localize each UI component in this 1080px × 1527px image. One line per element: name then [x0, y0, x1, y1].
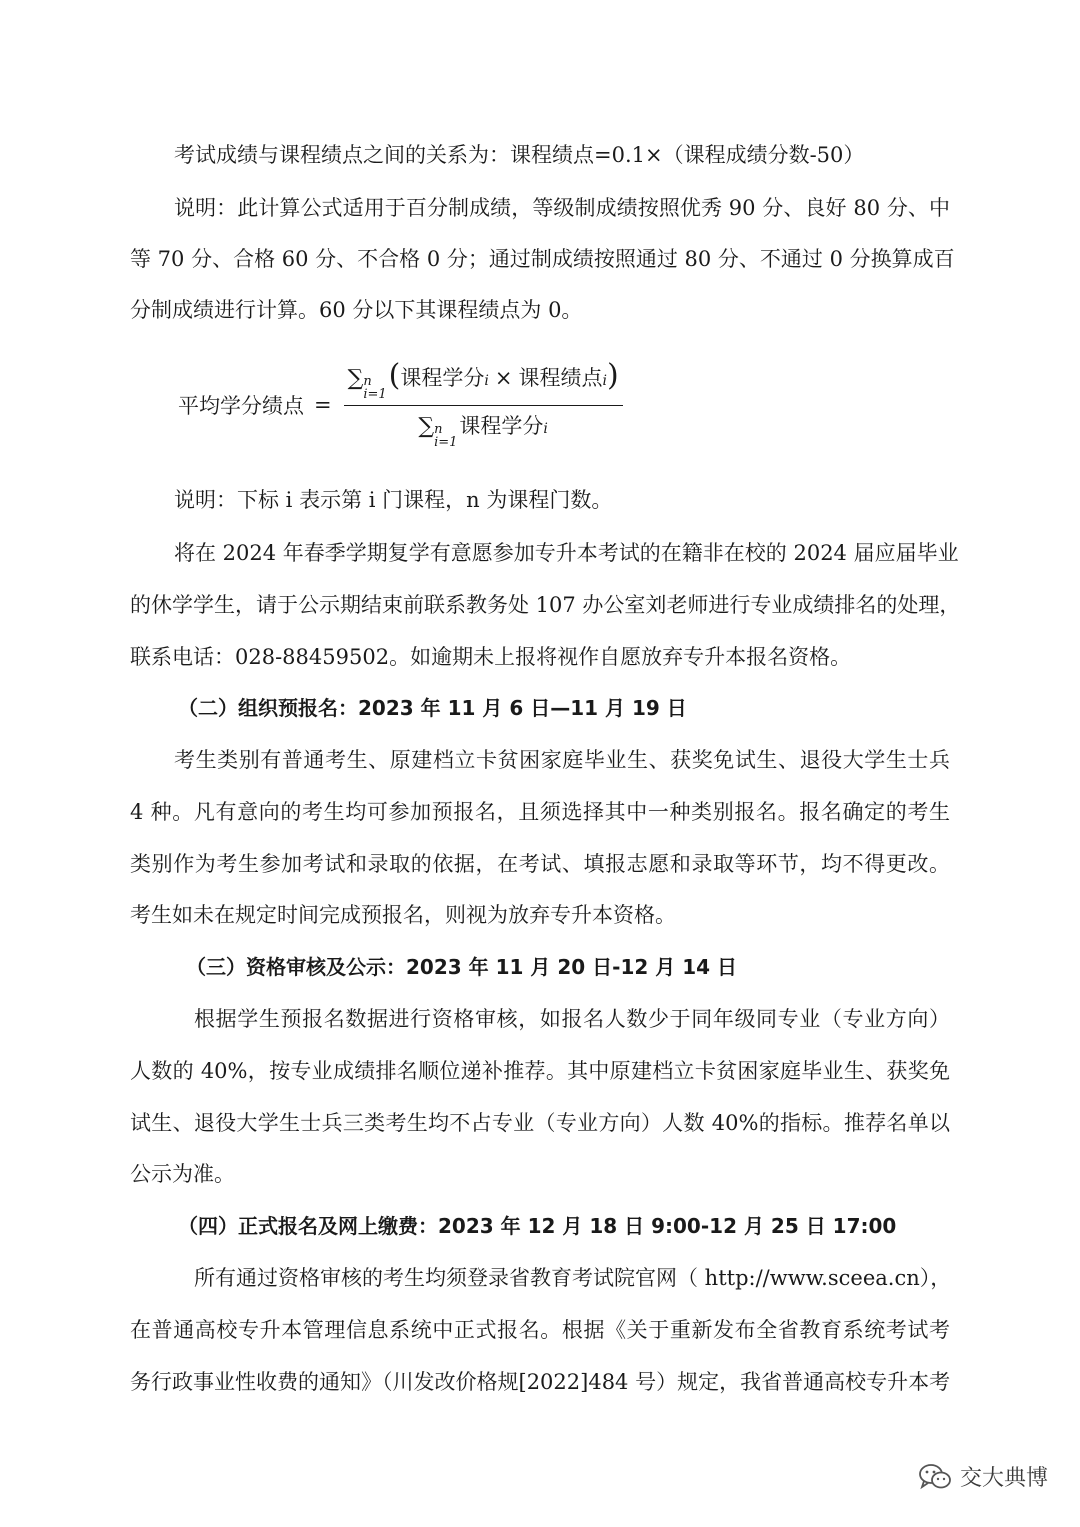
text-line: 类别作为考生参加考试和录取的依据，在考试、填报志愿和录取等环节，均不得更改。 [130, 852, 950, 876]
sum-symbol: ∑ [418, 414, 435, 439]
fraction-bar [344, 405, 623, 406]
text-line: 务行政事业性收费的通知》（川发改价格规[2022]484 号）规定，我省普通高校专升本考 [130, 1370, 951, 1394]
text-line: 的休学学生，请于公示期结束前联系教务处 107 办公室刘老师进行专业成绩排名的处理， [130, 593, 961, 617]
sum-upper: n [363, 374, 372, 389]
gradepoint-term: 课程绩点 [518, 366, 603, 390]
text-line: 人数的 40%，按专业成绩排名顺位递补推荐。其中原建档立卡贫困家庭毕业生、获奖免 [130, 1059, 950, 1083]
watermark-text: 交大典博 [959, 1466, 1048, 1491]
text-line: 在普通高校专升本管理信息系统中正式报名。根据《关于重新发布全省教育系统考试考 [130, 1318, 950, 1342]
text-line: 公示为准。 [130, 1162, 235, 1186]
subscript-i: i [484, 373, 489, 389]
formula-lhs: 平均学分绩点 [178, 394, 304, 418]
text-line: 将在 2024 年春季学期复学有意愿参加专升本考试的在籍非在校的 2024 届应届毕业 [174, 541, 959, 565]
gpa-formula [178, 360, 623, 450]
text-line: 联系电话：028-88459502。如逾期未上报将视作自愿放弃专升本报名资格。 [130, 645, 852, 669]
formula-denominator [414, 410, 552, 449]
text-line: 考试成绩与课程绩点之间的关系为：课程绩点=0.1×（课程成绩分数-50） [174, 143, 865, 167]
sum-lower: i=1 [434, 435, 458, 450]
right-paren: ) [606, 358, 619, 393]
credit-term: 课程学分 [400, 366, 485, 390]
text-line: 所有通过资格审核的考生均须登录省教育考试院官网（ http://www.sceea.cn）， [194, 1266, 952, 1290]
wechat-icon [918, 1463, 952, 1491]
section-heading: （三）资格审核及公示：2023 年 11 月 20 日-12 月 14 日 [186, 955, 737, 979]
formula-fraction [344, 358, 623, 450]
left-paren: ( [388, 358, 401, 393]
formula-equals: = [314, 393, 332, 417]
subscript-i: i [543, 421, 548, 437]
times-symbol: × [494, 366, 513, 390]
subscript-i: i [602, 373, 607, 389]
credit-term: 课程学分 [459, 414, 544, 438]
text-line: 分制成绩进行计算。60 分以下其课程绩点为 0。 [130, 298, 583, 322]
watermark [918, 1461, 1048, 1492]
text-line: 说明：此计算公式适用于百分制成绩，等级制成绩按照优秀 90 分、良好 80 分、中 [174, 196, 950, 220]
sum-symbol: ∑ [347, 366, 364, 391]
text-line: 考生类别有普通考生、原建档立卡贫困家庭毕业生、获奖免试生、退役大学生士兵 [174, 748, 950, 772]
sum-limits [363, 375, 386, 401]
text-line: 根据学生预报名数据进行资格审核，如报名人数少于同年级同专业（专业方向） [194, 1007, 950, 1031]
text-line: 4 种。凡有意向的考生均可参加预报名，且须选择其中一种类别报名。报名确定的考生 [130, 800, 950, 824]
sum-upper: n [434, 422, 443, 437]
formula-numerator [344, 358, 623, 402]
section-heading: （二）组织预报名：2023 年 11 月 6 日—11 月 19 日 [178, 696, 687, 720]
text-line: 等 70 分、合格 60 分、不合格 0 分；通过制成绩按照通过 80 分、不通过 0 分换算成百 [130, 247, 955, 271]
text-line: 说明：下标 i 表示第 i 门课程，n 为课程门数。 [174, 488, 613, 512]
text-line: 试生、退役大学生士兵三类考生均不占专业（专业方向）人数 40%的指标。推荐名单以 [130, 1111, 950, 1135]
text-line: 考生如未在规定时间完成预报名，则视为放弃专升本资格。 [130, 903, 676, 927]
section-heading: （四）正式报名及网上缴费：2023 年 12 月 18 日 9:00-12 月 25 日 17:00 [178, 1214, 897, 1238]
sum-limits [434, 423, 457, 449]
sum-lower: i=1 [363, 387, 387, 402]
